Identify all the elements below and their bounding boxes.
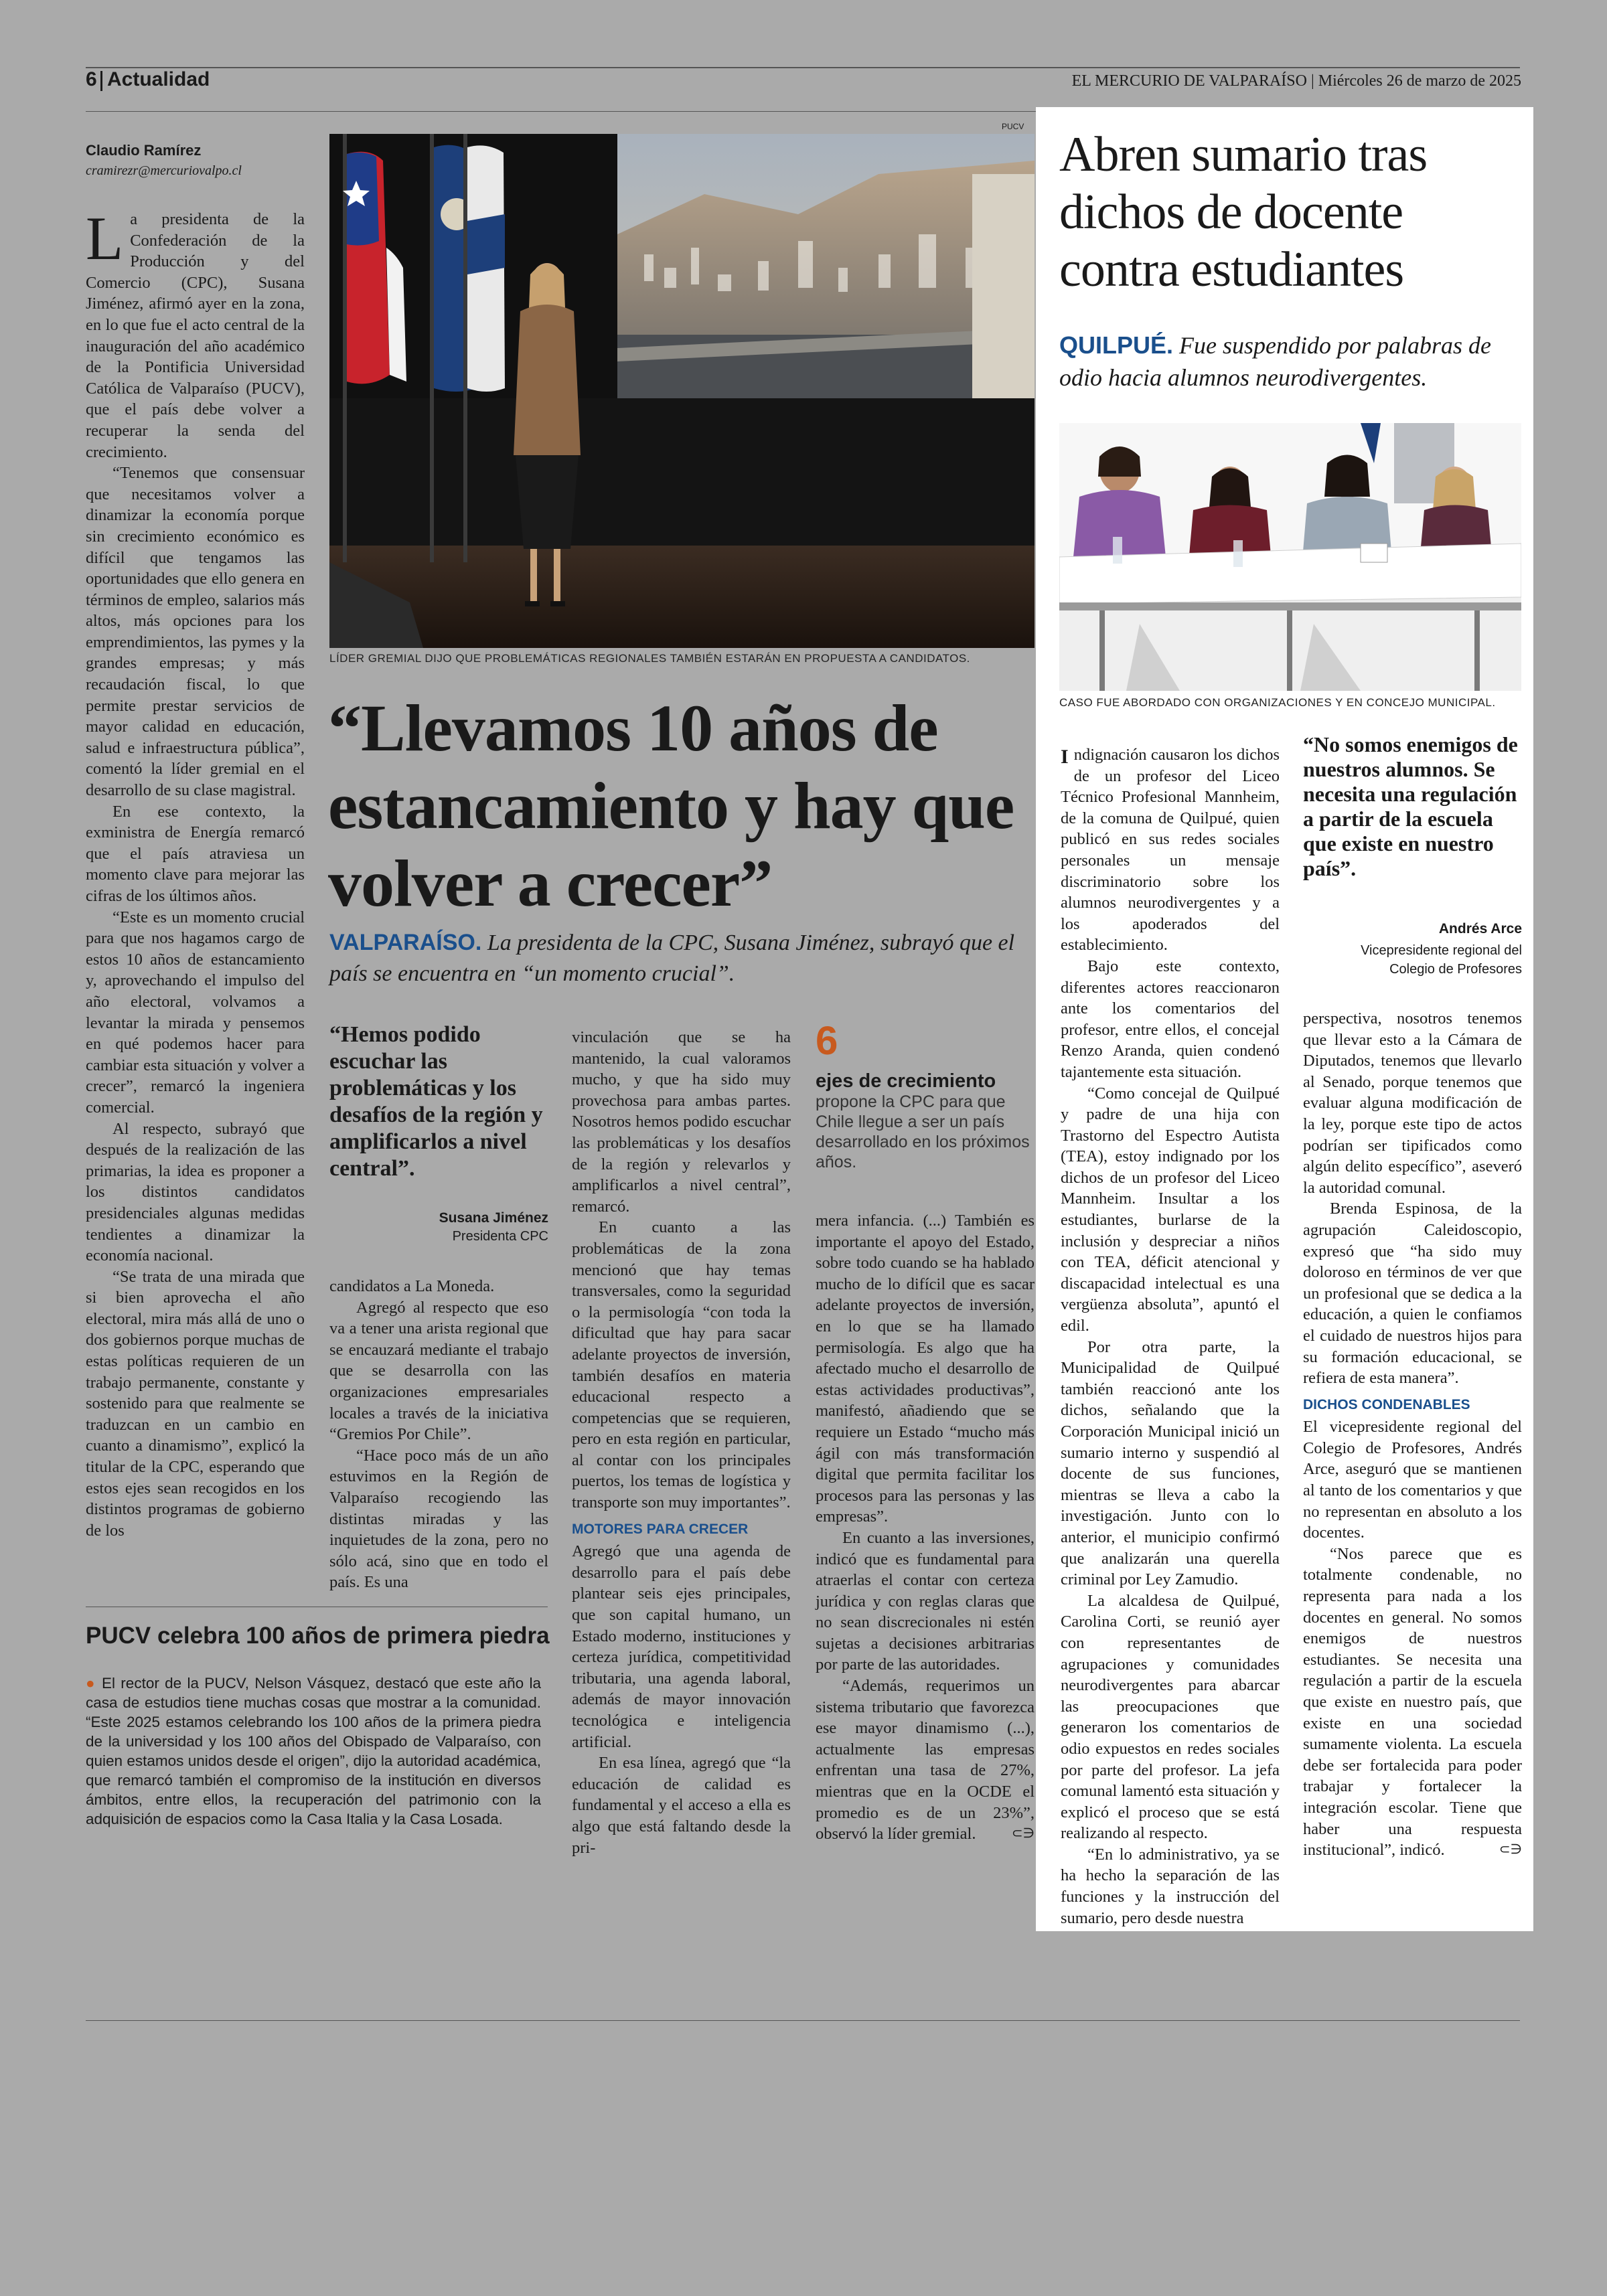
main-col4-para3-text: “Además, requerimos un sistema tributario que favorezca ese mayor dinamismo (...), actualmente las empresas enfrentan una tasa de 27%, mientras que en la OCDE el promedio es de un 23%”, observó la líder gremial. (816, 1677, 1035, 1843)
issue-date: Miércoles 26 de marzo de 2025 (1318, 72, 1521, 90)
main-col-3 (572, 1027, 791, 1858)
right-quote-role: Vicepresidente regional del Colegio de Profesores (1361, 943, 1522, 977)
main-col1-para3: En ese contexto, la exministra de Energía remarcó que el país atraviesa un momento clave para mejorar las cifras de los últimos años. (86, 802, 305, 905)
right-col1-para4: Por otra parte, la Municipalidad de Quilpué también reaccionó ante los dichos, señalando que la Corporación Municipal inició un sumario interno y suspendió al docente de sus funciones, mientras se lleva a cabo la investigación. Junto con lo anterior, el municipio confirmó que analizarán una querella criminal por Ley Zamudio. (1061, 1337, 1280, 1589)
main-col1-para5: Al respecto, subrayó que después de la realización de las primarias, la idea es proponer a los distintos candidatos presidenciales algunas medidas tendientes a dinamizar la economía nacional. (86, 1119, 305, 1265)
right-col2-para3: El vicepresidente regional del Colegio de Profesores, Andrés Arce, aseguró que se mantienen al tanto de los comentarios y que no representan en absoluto a los docentes. (1303, 1418, 1522, 1542)
main-col4-para1: mera infancia. (...) También es importante el apoyo del Estado, sobre todo cuando se ha hablado mucho de lo difícil que es sacar adelante proyectos de inversión, en lo que se ha llamado permisología. Es algo que ha afectado mucho el desarrollo de estas actividades productivas”, manifestó, añadiendo que se requiere un Estado “mucho más ágil con más transformación digital que permita facilitar los procesos para las personas y las empresas”. (816, 1212, 1035, 1526)
main-photo-caption: LÍDER GREMIAL DIJO QUE PROBLEMÁTICAS REGIONALES TAMBIÉN ESTARÁN EN PROPUESTA A CANDIDATOS. (329, 652, 970, 665)
masthead-line (1072, 72, 1521, 90)
main-col-4 (816, 1210, 1035, 1845)
right-quote-name: Andrés Arce (1438, 921, 1522, 936)
author-email: cramirezr@mercuriovalpo.cl (86, 163, 242, 178)
masthead-separator: | (1310, 72, 1318, 90)
fact-bold: ejes de crecimiento (816, 1070, 996, 1092)
main-col1-para2: “Tenemos que consensuar que necesitamos volver a dinamizar la economía porque sin crecimiento económico es difícil que tengamos las oportunidades que ello genera en términos de empleo, salarios más altos, más opciones para los emprendimientos, las pymes y la grandes empresas; y más recaudación fiscal, lo que permite prestar servicios de mayor calidad en educación, salud e infraestructura pública”, comentó la líder gremial en el desarrollo de su clase magistral. (86, 464, 305, 800)
right-col1-para3: “Como concejal de Quilpué y padre de una hija con Trastorno del Espectro Autista (TEA), estoy indignado por los dichos de un profesor del Liceo Mannheim. Insultar a los estudiantes, burlarse de la inclusión y despreciar a niños con TEA, déficit atencional y discapacidad intelectual es una vergüenza absoluta”, apuntó el edil. (1061, 1084, 1280, 1335)
main-col4-para2: En cuanto a las inversiones, indicó que es fundamental para atraerlas el contar con certeza jurídica y con reglas claras que no sean discrecionales ni estén sujetas a decisiones arbitrarias por parte de las autoridades. (816, 1528, 1035, 1674)
main-col3-para3: Agregó que una agenda de desarrollo para el país debe plantear seis ejes principales, que son capital humano, un Estado moderno, instituciones y certeza jurídica, competitividad tributaria, una agenda laboral, además de mayor innovación tecnológica e inteligencia artificial. (572, 1542, 791, 1751)
right-col1-para2: Bajo este contexto, diferentes actores reaccionaron ante los comentarios del profesor, entre ellos, el concejal Renzo Aranda, quien condenó tajantemente esta situación. (1061, 957, 1280, 1081)
main-kicker: VALPARAÍSO. (329, 930, 482, 955)
main-pull-quote: “Hemos podido escuchar las problemáticas y los desafíos de la región y amplificarlos a nivel central”. (329, 1022, 543, 1181)
main-dropcap: L (86, 204, 124, 272)
right-col2-para2: Brenda Espinosa, de la agrupación Caleidoscopio, expresó que “ha sido muy doloroso en términos de ver que un profesional que se dedica a la educación, a quien le confiamos el cuidado de nuestros hijos para su formación educacional, se refiera de esta manera”. (1303, 1200, 1522, 1388)
main-quote-name: Susana Jiménez (439, 1210, 548, 1226)
page-number: 6 (86, 68, 97, 90)
conference-stage-image (329, 134, 1035, 648)
main-col1-para1 (86, 204, 305, 463)
right-col-1 (1061, 744, 1280, 1929)
main-col-1 (86, 204, 305, 1541)
fact-text: propone la CPC para que Chile llegue a ser un país desarrollado en los próximos años. (816, 1092, 1030, 1171)
main-col-2 (329, 1276, 548, 1593)
right-dropcap: I (1061, 746, 1069, 768)
main-quote-role: Presidenta CPC (452, 1229, 548, 1244)
main-col1-para6: “Se trata de una mirada que si bien aprovecha el año electoral, mira más allá de uno o dos gobiernos porque muchas de estas políticas requieren de un trabajo permanente, constante y sostenido para que realmente se traduzcan en un cambio en cuanto a dinamismo”, explicó la titular de la CPC, esperando que estos ejes sean recogidos en los distintos programas de gobierno de los (86, 1267, 305, 1540)
fact-number: 6 (816, 1018, 838, 1063)
council-meeting-image (1059, 423, 1521, 691)
main-col3-para4: En esa línea, agregó que “la educación de calidad es fundamental y el acceso a ella es algo que está faltando desde la pri- (572, 1754, 791, 1857)
right-headline: Abren sumario tras dichos de docente contra estudiantes (1059, 127, 1428, 297)
sidebar-headline: PUCV celebra 100 años de primera piedra (86, 1623, 550, 1649)
right-col2-para4 (1303, 1544, 1522, 1861)
right-pull-quote: “No somos enemigos de nuestros alumnos. Se necesita una regulación a partir de la escuela que existe en nuestro país”. (1303, 732, 1518, 880)
author-name: Claudio Ramírez (86, 142, 202, 159)
sidebar-body: El rector de la PUCV, Nelson Vásquez, destacó que este año la casa de estudios tiene muchas cosas que mostrar a la comunidad. “Este 2025 estamos celebrando los 100 años de la primera piedra de la universidad y los 100 años del Obispado de Valparaíso, con quien estamos unidos desde el origen”, dijo la autoridad académica, que remarcó también el compromiso de la institución en diversos ámbitos, entre ellos, la recuperación del patrimonio con la adquisición de espacios como la Casa Italia y la Casa Losada. (86, 1675, 541, 1827)
main-photo (329, 134, 1035, 648)
right-col-2 (1303, 1008, 1522, 1861)
main-headline: “Llevamos 10 años de estancamiento y hay que volver a crecer” (328, 691, 1014, 920)
main-col3-subhead: MOTORES PARA CRECER (572, 1521, 749, 1537)
main-col3-para2: En cuanto a las problemáticas de la zona mencionó que hay temas transversales, como la seguridad o la permisología “con toda la dificultad que hay para sacar adelante proyectos de inversión, también desafíos en materia educacional respecto a competencias que se requieren, pero en esta región en particular, al contar con los principales puertos, los temas de logística y transporte son muy importantes”. (572, 1218, 791, 1512)
main-deck (329, 927, 1032, 989)
main-col2-para1: candidatos a La Moneda. (329, 1277, 495, 1295)
main-col4-para3 (816, 1675, 1035, 1845)
masthead: EL MERCURIO DE VALPARAÍSO (1071, 72, 1307, 90)
right-col1-para1 (1061, 744, 1280, 956)
main-col2-para3: “Hace poco más de un año estuvimos en la Región de Valparaíso recogiendo las distintas miradas y las inquietudes de la zona, pero no sólo acá, sino que en todo el país. Es una (329, 1446, 548, 1592)
right-col2-para4-text: “Nos parece que es totalmente condenable, no representa para nada a los docentes en general. No somos enemigos de nuestros estudiantes. Se necesita una regulación a partir de la escuela que existe en nuestro país, que existe en una sociedad sumamente violenta. La escuela debe ser fortalecida para poder trabajar y fortalecer la integración escolar. Tiene que haber una respuesta institucional”, indicó. (1303, 1544, 1522, 1860)
photo-credit: PUCV (1002, 122, 1024, 131)
right-deck-text: Fue suspendido por palabras de odio hacia alumnos neurodivergentes. (1059, 332, 1491, 391)
right-photo-caption: CASO FUE ABORDADO CON ORGANIZACIONES Y EN CONCEJO MUNICIPAL. (1059, 696, 1496, 709)
right-end-mark: ⊂∋ (1499, 1842, 1522, 1858)
main-col3-para1: vinculación que se ha mantenido, la cual valoramos mucho, y que ha sido muy provechosa para ambas partes. Nosotros hemos podido escuchar las problemáticas y los desafíos de la región y relevarlos y amplificarlos a nivel central”, remarcó. (572, 1028, 791, 1216)
right-col2-para1: perspectiva, nosotros tenemos que llevar esto a la Cámara de Diputados, tenemos que llevarlo al Senado, porque tenemos que evaluar alguna modificación de la ley, porque este tipo de actos podrían ser tipificados como algún delito específico”, aseveró la autoridad comunal. (1303, 1009, 1522, 1197)
right-col2-subhead: DICHOS CONDENABLES (1303, 1396, 1470, 1412)
main-col1-para1-text: a presidenta de la Confederación de la Producción y del Comercio (CPC), Susana Jiménez, afirmó ayer en la zona, en lo que fue el acto central de la inauguración del año académico de la Pontificia Universidad Católica de Valparaíso (PUCV), que el país debe volver a recuperar la senda del crecimiento. (86, 210, 305, 461)
main-end-mark: ⊂∋ (1011, 1826, 1035, 1841)
right-col1-para5: La alcaldesa de Quilpué, Carolina Corti, se reunió ayer con representantes de agrupaciones y comunidades neurodivergentes para abarcar las preocupaciones que generaron los comentarios de odio expuestos en redes sociales por parte del profesor. La jefa comunal lamentó esta situación y explicó el proceso que se está realizando al respecto. (1061, 1591, 1280, 1843)
right-kicker: QUILPUÉ. (1059, 331, 1174, 359)
right-col1-para1-text: ndignación causaron los dichos de un profesor del Liceo Técnico Profesional Mannheim, de la comuna de Quilpué, quien publicó en sus redes sociales personales un mensaje discriminatorio sobre los alumnos neurodivergentes y a los apoderados del establecimiento. (1061, 746, 1280, 955)
fact-box (816, 1071, 1037, 1172)
right-deck (1059, 329, 1521, 394)
main-col1-para4: “Este es un momento crucial para que nos hagamos cargo de estos 10 años de estancamiento y, aprovechando el impulso del año electoral, volvamos a levantar la mirada y pensemos en qué podemos hacer para cambiar esta situación y volver a crecer”, remarcó la ingeniera comercial. (86, 908, 305, 1117)
section-divider (100, 71, 102, 91)
right-photo (1059, 423, 1521, 691)
sidebar-bullet-icon: ● (86, 1675, 96, 1692)
main-col2-para2: Agregó al respecto que eso va a tener una arista regional que se encauzará mediante el trabajo que se desarrolla con las organizaciones empresariales locales a través de la iniciativa “Gremios Por Chile”. (329, 1298, 548, 1444)
right-col1-para6: “En lo administrativo, ya se ha hecho la separación de las funciones y la instrucción del sumario, pero desde nuestra (1061, 1845, 1280, 1927)
sidebar-text (86, 1673, 541, 1829)
main-deck-text: La presidenta de la CPC, Susana Jiménez, subrayó que el país se encuentra en “un momento crucial”. (329, 930, 1015, 986)
section-name: Actualidad (107, 68, 210, 90)
